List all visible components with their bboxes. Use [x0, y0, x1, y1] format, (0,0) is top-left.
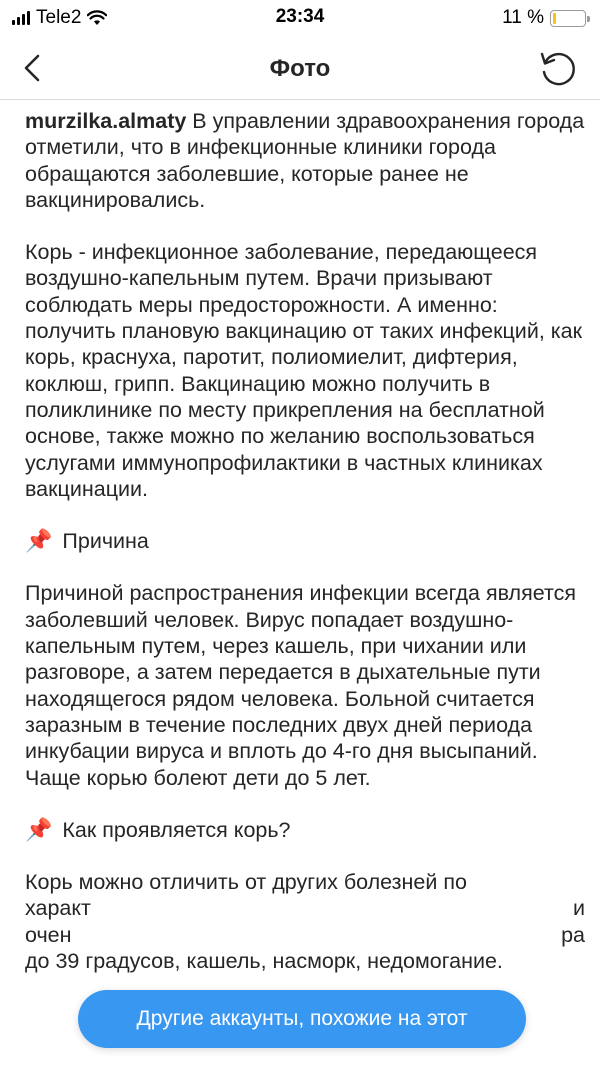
caption-paragraph: Корь - инфекционное заболевание, передающееся воздушно-капельным путем. Врачи призывают соблюдать меры предосторожности. А именно: получить плановую вакцинацию от таких инфекций, как корь, краснуха, паротит, полиомиелит, дифтерия, коклюш, грипп. Вакцинацию можно получить в поликлинике по месту прикрепления на бесплатной основе, также можно по желанию воспользоваться услугами иммунопрофилактики в частных клиниках вакцинации. [25, 240, 583, 501]
clock: 23:34 [275, 6, 325, 27]
pushpin-icon: 📌 [25, 816, 53, 842]
nav-bar [0, 36, 600, 100]
caption-line: до 39 градусов, кашель, насморк, недомогание. [25, 949, 503, 974]
caption-line: Корь можно отличить от других болезней по [25, 870, 467, 895]
caption-fragment: и [572, 896, 585, 921]
caption-line [25, 895, 585, 921]
battery-percent: 11 % [502, 7, 544, 28]
caption-fragment: характ [25, 896, 91, 921]
page-title: Фото [269, 55, 331, 82]
battery-icon [550, 10, 586, 27]
caption-heading-text: Причина [62, 529, 149, 554]
carrier-name: Tele2 [36, 7, 82, 28]
caption-fragment: ра [561, 922, 585, 947]
caption-heading-text: Как проявляется корь? [62, 817, 291, 842]
post-caption [25, 108, 585, 974]
username-link[interactable]: murzilka.almaty [25, 109, 187, 133]
battery-group [502, 7, 586, 29]
similar-accounts-button[interactable]: Другие аккаунты, похожие на этот [78, 990, 526, 1048]
caption-intro [25, 108, 585, 213]
status-bar [0, 0, 600, 36]
caption-heading [25, 528, 585, 554]
refresh-icon[interactable] [536, 46, 580, 90]
caption-heading [25, 817, 585, 843]
caption-intro-text: В управлении здравоохранения города отметили, что в инфекционные клиники города обращаются заболевшие, которые ранее не вакцинировались. [25, 109, 585, 212]
caption-line [25, 922, 585, 948]
caption-fragment: очен [25, 922, 72, 947]
battery-level [553, 13, 556, 24]
caption-paragraph: Причиной распространения инфекции всегда является заболевший человек. Вирус попадает воздушно-капельным путем, через кашель, при чихании или разговоре, а затем передается в дыхательные пути находящегося рядом человека. Больной считается заразным в течение последних двух дней периода инкубации вируса и вплоть до 4-го дня высыпаний. Чаще корью болеют дети до 5 лет. [25, 581, 576, 790]
pushpin-icon: 📌 [25, 528, 53, 554]
